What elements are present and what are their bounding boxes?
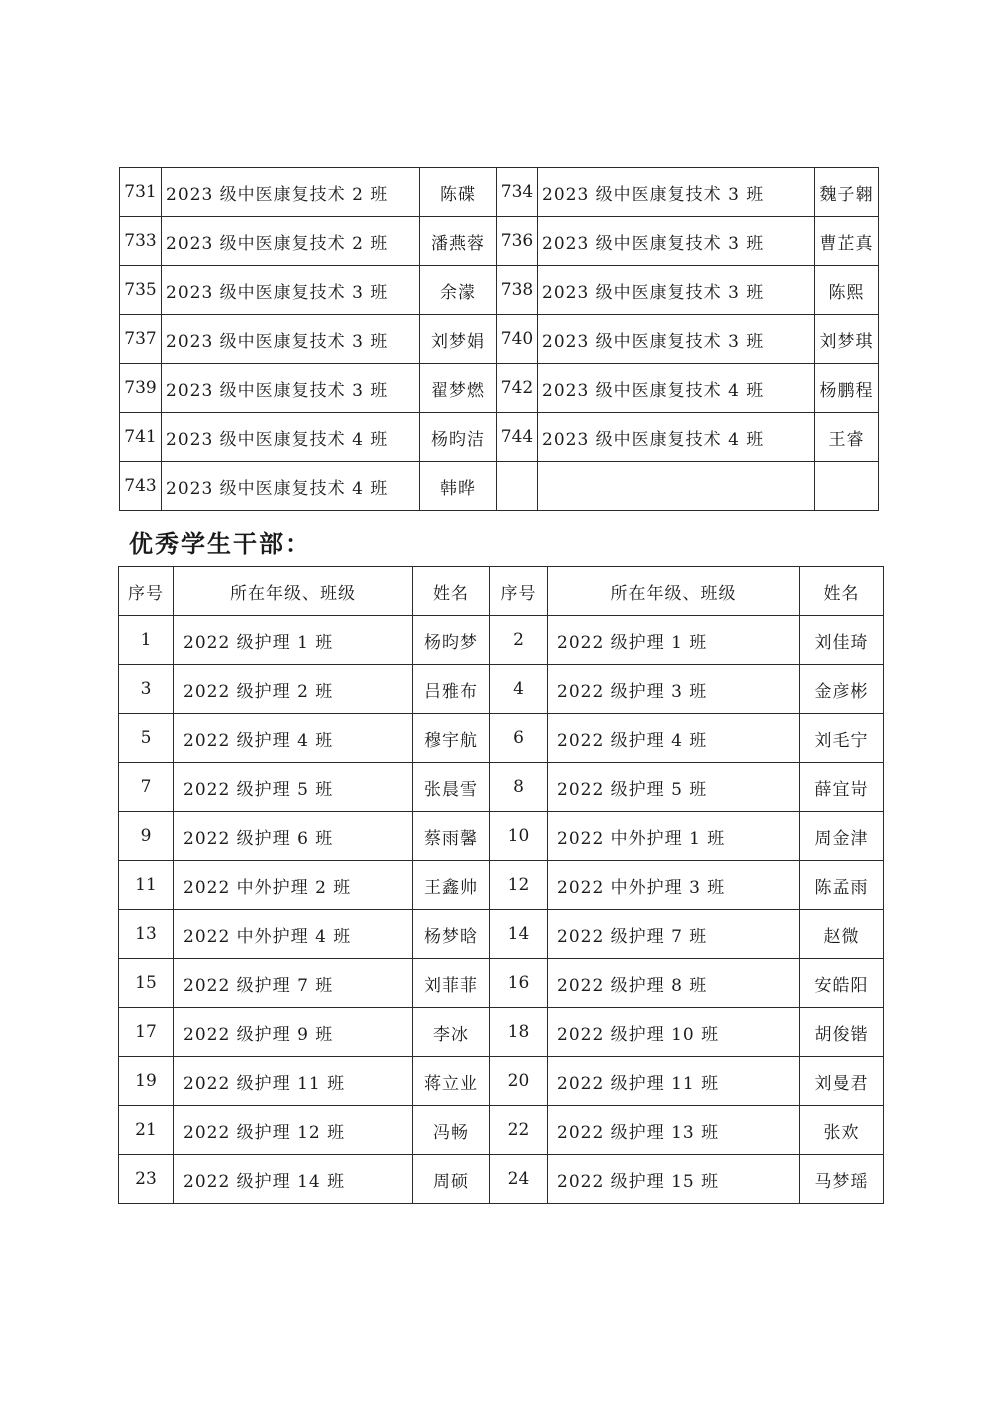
row-number: 3 [119,665,174,714]
row-class: 2023 级中医康复技术 3 班 [162,364,420,413]
header-name: 姓名 [413,567,490,616]
row-student-name: 刘梦琪 [815,315,879,364]
row-number: 743 [120,462,162,511]
header-no: 序号 [119,567,174,616]
row-student-name: 刘菲菲 [413,959,490,1008]
table-row [120,217,879,266]
row-number: 737 [120,315,162,364]
row-student-name: 张晨雪 [413,763,490,812]
row-number: 16 [490,959,548,1008]
row-class: 2023 级中医康复技术 3 班 [538,315,815,364]
row-student-name: 王睿 [815,413,879,462]
row-student-name: 王鑫帅 [413,861,490,910]
row-class: 2022 级护理 11 班 [548,1057,800,1106]
row-student-name: 冯畅 [413,1106,490,1155]
row-class: 2022 级护理 13 班 [548,1106,800,1155]
row-number: 5 [119,714,174,763]
row-number: 740 [497,315,538,364]
row-class: 2022 中外护理 2 班 [174,861,413,910]
table-row [119,812,884,861]
row-student-name: 曹芷真 [815,217,879,266]
row-class: 2023 级中医康复技术 4 班 [538,413,815,462]
row-student-name: 安皓阳 [800,959,884,1008]
table-row [119,910,884,959]
row-student-name: 陈碟 [420,168,497,217]
row-student-name: 周硕 [413,1155,490,1204]
row-number: 741 [120,413,162,462]
row-number: 733 [120,217,162,266]
row-class [538,462,815,511]
continued-roster-table [119,167,879,511]
row-student-name [815,462,879,511]
table-row [120,364,879,413]
row-number: 14 [490,910,548,959]
row-student-name: 陈熙 [815,266,879,315]
row-class: 2022 级护理 15 班 [548,1155,800,1204]
table-row [119,1008,884,1057]
row-class: 2022 级护理 10 班 [548,1008,800,1057]
row-student-name: 杨昀洁 [420,413,497,462]
row-number: 735 [120,266,162,315]
row-student-name: 杨昀梦 [413,616,490,665]
row-student-name: 周金津 [800,812,884,861]
row-student-name: 薛宜岢 [800,763,884,812]
row-number: 742 [497,364,538,413]
row-class: 2022 级护理 12 班 [174,1106,413,1155]
header-no: 序号 [490,567,548,616]
row-class: 2022 级护理 1 班 [548,616,800,665]
section-title: 优秀学生干部： [129,530,311,558]
row-number: 24 [490,1155,548,1204]
row-number: 1 [119,616,174,665]
row-number: 20 [490,1057,548,1106]
row-class: 2022 级护理 9 班 [174,1008,413,1057]
row-class: 2022 级护理 7 班 [548,910,800,959]
table-row [119,1155,884,1204]
row-class: 2023 级中医康复技术 4 班 [538,364,815,413]
row-class: 2022 级护理 5 班 [548,763,800,812]
row-student-name: 蒋立业 [413,1057,490,1106]
row-number: 21 [119,1106,174,1155]
row-number: 6 [490,714,548,763]
row-class: 2022 级护理 8 班 [548,959,800,1008]
row-class: 2023 级中医康复技术 3 班 [538,266,815,315]
row-number: 23 [119,1155,174,1204]
header-name: 姓名 [800,567,884,616]
row-number: 4 [490,665,548,714]
row-student-name: 潘燕蓉 [420,217,497,266]
row-class: 2022 级护理 4 班 [548,714,800,763]
row-student-name: 杨梦晗 [413,910,490,959]
row-number: 2 [490,616,548,665]
table-row [119,1106,884,1155]
row-class: 2022 级护理 4 班 [174,714,413,763]
row-student-name: 赵微 [800,910,884,959]
row-number: 8 [490,763,548,812]
table-row [120,462,879,511]
table-row [119,616,884,665]
row-number [497,462,538,511]
row-number: 731 [120,168,162,217]
table-row [119,861,884,910]
row-class: 2022 级护理 5 班 [174,763,413,812]
row-student-name: 马梦瑶 [800,1155,884,1204]
row-student-name: 胡俊锴 [800,1008,884,1057]
row-student-name: 吕雅布 [413,665,490,714]
row-class: 2022 级护理 2 班 [174,665,413,714]
row-class: 2022 级护理 6 班 [174,812,413,861]
table-row [119,763,884,812]
row-student-name: 杨鹏程 [815,364,879,413]
table-header-row [119,567,884,616]
row-student-name: 张欢 [800,1106,884,1155]
table-row [120,315,879,364]
row-number: 9 [119,812,174,861]
row-number: 734 [497,168,538,217]
row-number: 17 [119,1008,174,1057]
row-class: 2023 级中医康复技术 3 班 [538,168,815,217]
row-class: 2022 级护理 14 班 [174,1155,413,1204]
row-number: 10 [490,812,548,861]
row-number: 739 [120,364,162,413]
row-number: 19 [119,1057,174,1106]
row-student-name: 穆宇航 [413,714,490,763]
row-number: 13 [119,910,174,959]
table-row [119,665,884,714]
table-row [119,1057,884,1106]
row-student-name: 陈孟雨 [800,861,884,910]
row-student-name: 刘佳琦 [800,616,884,665]
outstanding-cadres-table [118,566,884,1204]
row-student-name: 刘曼君 [800,1057,884,1106]
row-class: 2022 中外护理 4 班 [174,910,413,959]
table-row [119,714,884,763]
row-student-name: 刘毛宁 [800,714,884,763]
table-row [120,168,879,217]
row-class: 2022 级护理 3 班 [548,665,800,714]
row-number: 22 [490,1106,548,1155]
row-class: 2022 级护理 7 班 [174,959,413,1008]
row-student-name: 刘梦娟 [420,315,497,364]
row-class: 2022 级护理 1 班 [174,616,413,665]
table-row [119,959,884,1008]
header-class: 所在年级、班级 [174,567,413,616]
row-number: 738 [497,266,538,315]
row-number: 15 [119,959,174,1008]
table-row [120,266,879,315]
row-student-name: 李冰 [413,1008,490,1057]
header-class: 所在年级、班级 [548,567,800,616]
row-class: 2022 中外护理 3 班 [548,861,800,910]
row-class: 2023 级中医康复技术 2 班 [162,168,420,217]
row-class: 2023 级中医康复技术 4 班 [162,413,420,462]
row-class: 2023 级中医康复技术 3 班 [162,315,420,364]
row-class: 2023 级中医康复技术 4 班 [162,462,420,511]
row-number: 736 [497,217,538,266]
row-class: 2023 级中医康复技术 3 班 [538,217,815,266]
row-student-name: 韩晔 [420,462,497,511]
row-number: 18 [490,1008,548,1057]
row-student-name: 魏子翱 [815,168,879,217]
row-number: 744 [497,413,538,462]
row-number: 12 [490,861,548,910]
row-student-name: 翟梦燃 [420,364,497,413]
row-student-name: 余濛 [420,266,497,315]
row-number: 11 [119,861,174,910]
row-class: 2023 级中医康复技术 2 班 [162,217,420,266]
table-row [120,413,879,462]
row-student-name: 蔡雨馨 [413,812,490,861]
row-class: 2023 级中医康复技术 3 班 [162,266,420,315]
row-class: 2022 级护理 11 班 [174,1057,413,1106]
row-class: 2022 中外护理 1 班 [548,812,800,861]
row-number: 7 [119,763,174,812]
row-student-name: 金彦彬 [800,665,884,714]
